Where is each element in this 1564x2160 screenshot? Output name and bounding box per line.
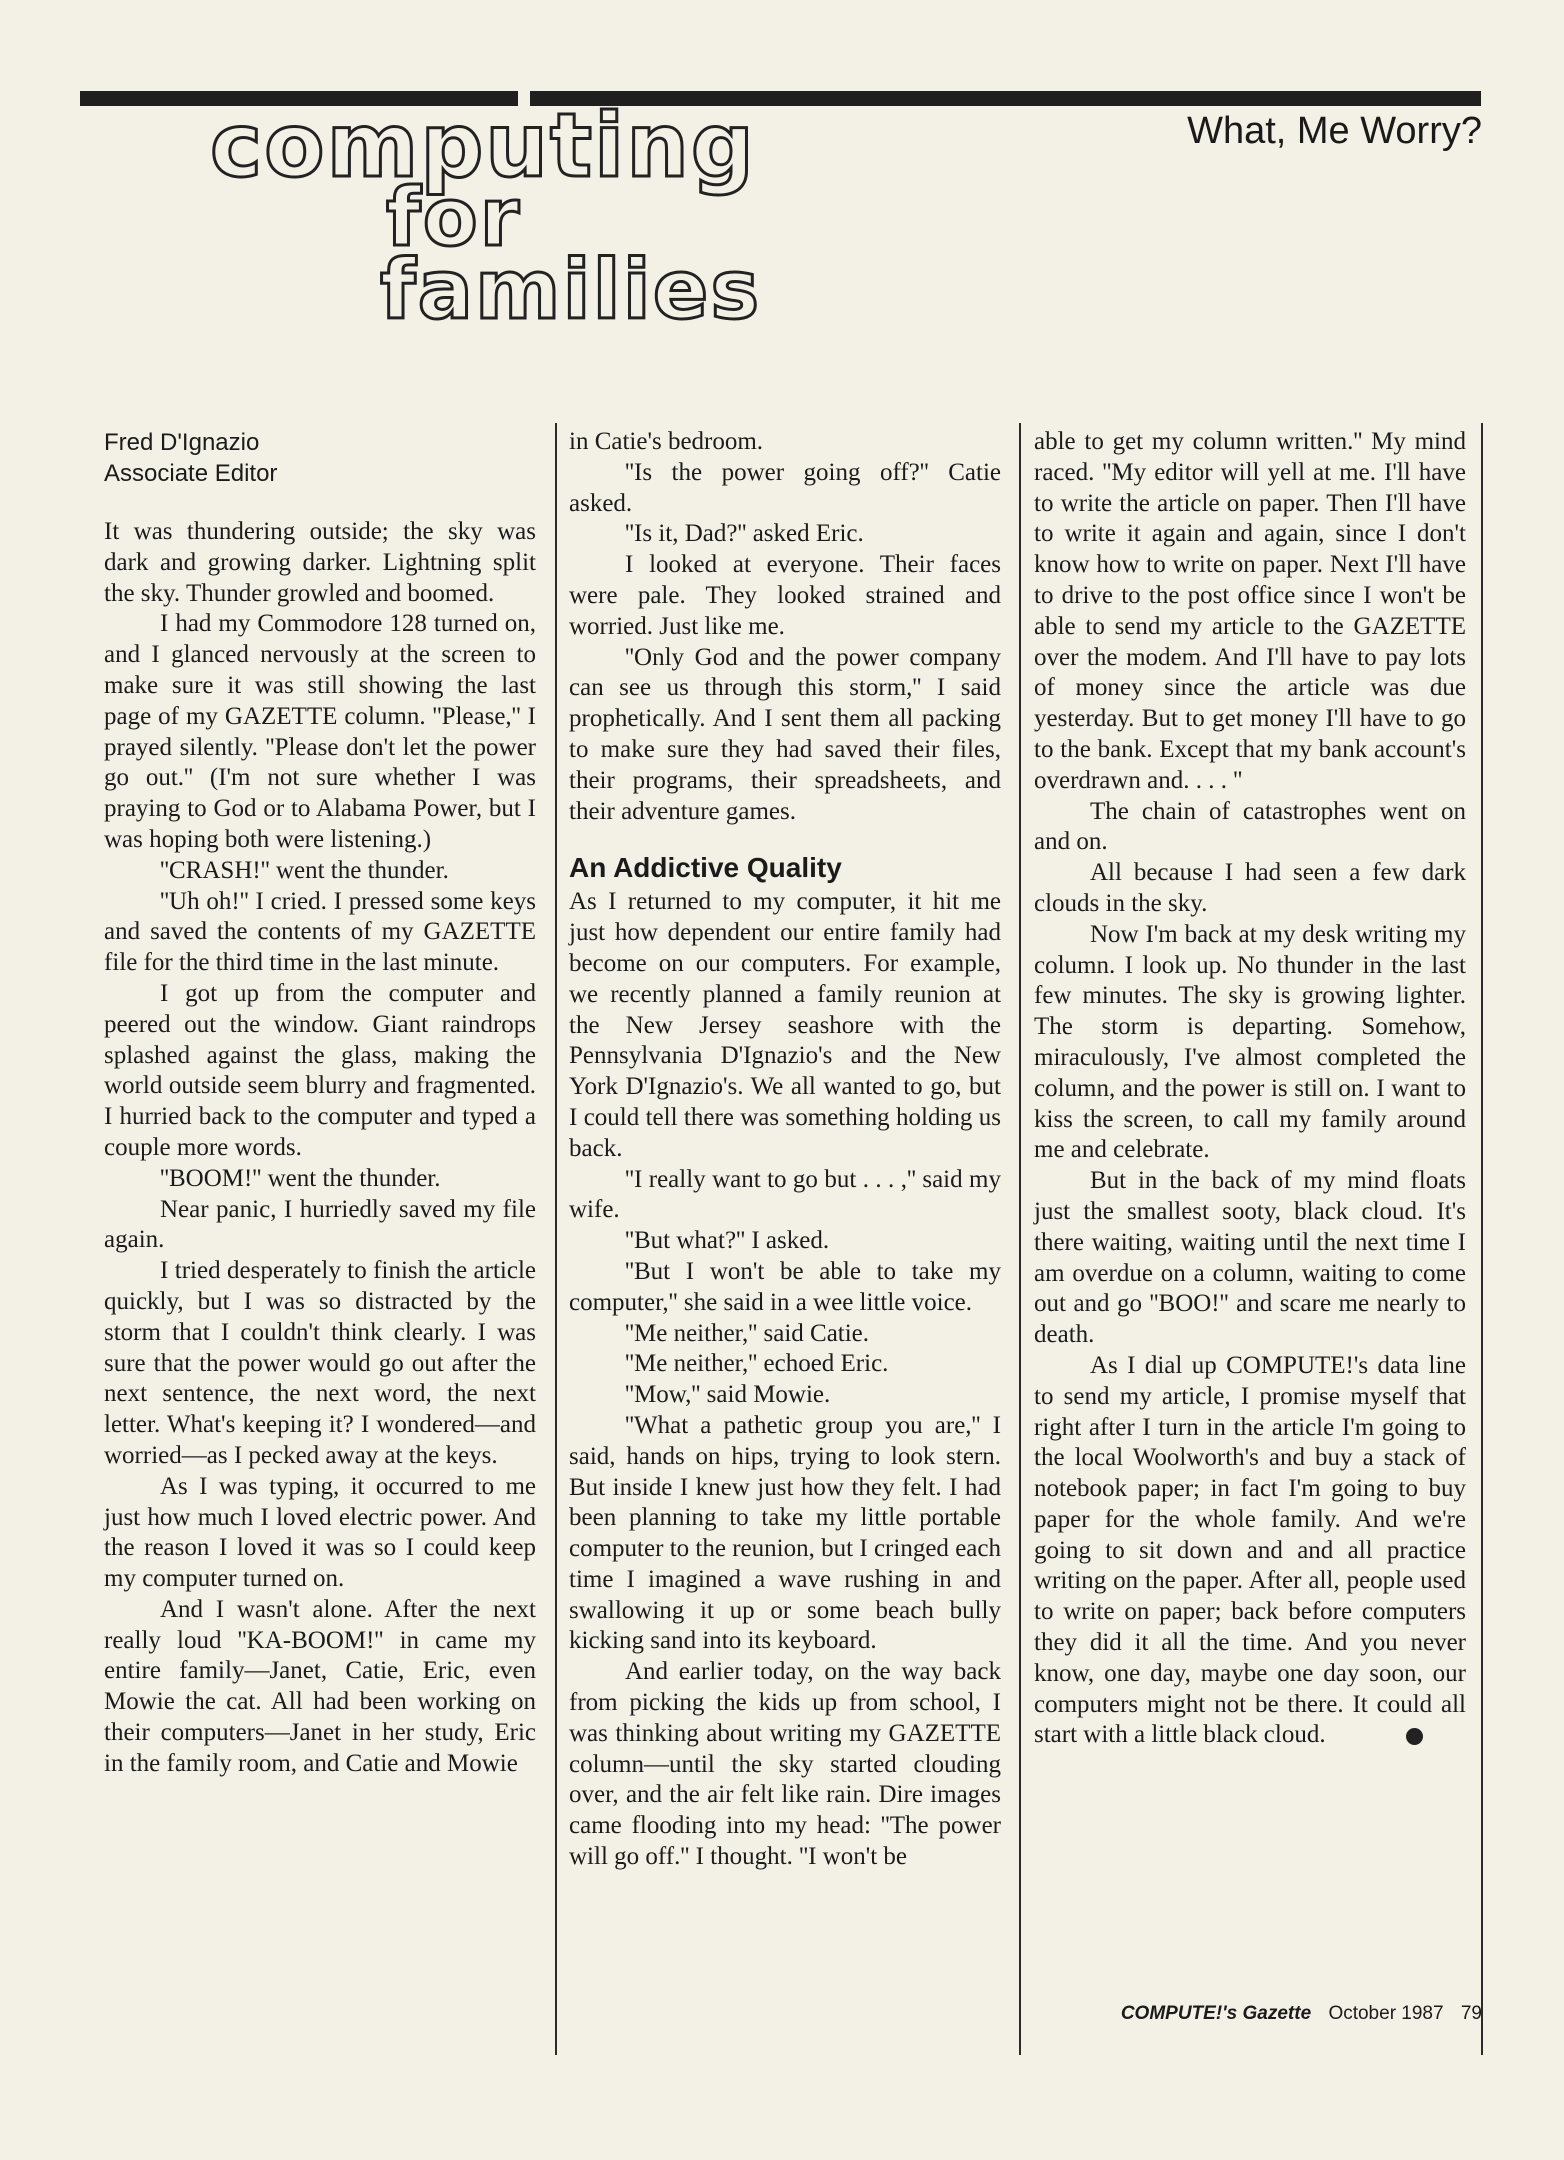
paragraph: Now I'm back at my desk writing my column. I look up. No thunder in the last few minutes. The sky is growing lighter. The storm is departing. Somehow, miraculously, I've almost completed the column, and the power is still on. I want to kiss the screen, to call my family around me and celebrate.	[1034, 920, 1466, 1164]
paragraph: As I returned to my computer, it hit me just how dependent our entire family had become on our computers. For example, we recently planned a family reunion at the New Jersey seashore with the Pennsylvania D'Ignazio's and the New York D'Ignazio's. We all wanted to go, but I could tell there was something holding us back.	[569, 888, 1001, 1162]
paragraph: And I wasn't alone. After the next really loud ''KA-BOOM!'' in came my entire family—Janet, Catie, Eric, even Mowie the cat. All had been working on their computers—Janet in her study, Eric in the family room, and Catie and Mowie	[104, 1595, 536, 1777]
article-title: What, Me Worry?	[1187, 110, 1482, 152]
logo-line-for: for	[386, 171, 522, 264]
article-column-3	[1034, 427, 1466, 1751]
paragraph: The chain of catastrophes went on and on.	[1034, 797, 1466, 856]
issue-date: October 1987	[1328, 2003, 1444, 2024]
page-footer	[1109, 2003, 1482, 2025]
paragraph	[1034, 1351, 1466, 1751]
paragraph: ''I really want to go but . . . ,'' said my wife.	[569, 1165, 1001, 1224]
paragraph-text: As I dial up COMPUTE!'s data line to send my article, I promise myself that right after I turn in the article I'm going to the local Woolworth's and buy a stack of notebook paper; in fact I'm going to buy paper for the whole family. And we're going to sit down and and all practice writing on the paper. After all, people used to write on paper; back before computers they did it all the time. And you never know, one day, maybe one day soon, our computers might not be there. It could all start with a little black cloud.	[1034, 1351, 1466, 1749]
paragraph: As I was typing, it occurred to me just how much I loved electric power. And the reason I loved it was so I could keep my computer turned on.	[104, 1472, 536, 1593]
paragraph: ''Uh oh!'' I cried. I pressed some keys and saved the contents of my GAZETTE file for the third time in the last minute.	[104, 887, 536, 977]
article-column-1	[104, 427, 536, 1780]
paragraph: ''Is the power going off?'' Catie asked.	[569, 458, 1001, 517]
paragraph: ''What a pathetic group you are,'' I said, hands on hips, trying to look stern. But inside I knew just how they felt. I had been planning to take my little portable computer to the reunion, but I cringed each time I imagined a wave rushing in and swallowing it up or some beach bully kicking sand into its keyboard.	[569, 1411, 1001, 1655]
article-column-2	[569, 427, 1001, 1873]
column-logo	[180, 94, 762, 338]
column-rule-3	[1481, 423, 1483, 2055]
page-number: 79	[1460, 2003, 1482, 2024]
column-rule-1	[555, 423, 557, 2055]
paragraph: It was thundering outside; the sky was dark and growing darker. Lightning split the sky. Thunder growled and boomed.	[104, 518, 536, 607]
paragraph: ''CRASH!'' went the thunder.	[160, 856, 449, 884]
paragraph: ''BOOM!'' went the thunder.	[160, 1164, 441, 1192]
logo-line-families: families	[380, 243, 762, 338]
paragraph: I had my Commodore 128 turned on, and I glanced nervously at the screen to make sure it was still showing the last page of my GAZETTE column. ''Please,'' I prayed silently. ''Please don't let the power go out.'' (I'm not sure whether I was praying to God or to Alabama Power, but I was hoping both were listening.)	[104, 610, 536, 853]
paragraph: ''Mow,'' said Mowie.	[625, 1381, 831, 1409]
paragraph: I got up from the computer and peered out the window. Giant raindrops splashed against the glass, making the world outside seem blurry and fragmented. I hurried back to the computer and typed a couple more words.	[104, 979, 536, 1161]
logo-line-computing: computing	[210, 94, 756, 197]
paragraph: But in the back of my mind floats just the smallest sooty, black cloud. It's there waiting, waiting until the next time I am overdue on a column, waiting to come out and go ''BOO!'' and scare me nearly to death.	[1034, 1167, 1466, 1349]
magazine-name: COMPUTE!'s Gazette	[1120, 2003, 1312, 2024]
paragraph: ''But what?'' I asked.	[625, 1227, 830, 1255]
end-of-article-icon	[1406, 1728, 1423, 1745]
paragraph: Near panic, I hurriedly saved my file again.	[104, 1195, 536, 1254]
paragraph: in Catie's bedroom.	[569, 428, 764, 455]
author-title: Associate Editor	[104, 460, 278, 487]
paragraph: I tried desperately to finish the article quickly, but I was so distracted by the storm that I couldn't think clearly. I was sure that the power would go out after the next sentence, the next word, the next letter. What's keeping it? I wondered—and worried—as I pecked away at the keys.	[104, 1257, 536, 1469]
author-name: Fred D'Ignazio	[104, 429, 260, 456]
byline	[104, 427, 536, 489]
paragraph: All because I had seen a few dark clouds in the sky.	[1034, 859, 1466, 917]
paragraph: ''But I won't be able to take my computer,'' she said in a wee little voice.	[569, 1257, 1001, 1316]
paragraph: able to get my column written.'' My mind raced. ''My editor will yell at me. I'll have to write the article on paper. Then I'll have to write it again and again, since I don't know how to write on paper. Next I'll have to drive to the post office since I won't be able to send my article to the GAZETTE over the modem. And I'll have to pay lots of money since the article was due yesterday. But to get money I'll have to go to the bank. Except that my bank account's overdrawn and. . . . ''	[1034, 428, 1466, 794]
paragraph: ''Me neither,'' said Catie.	[625, 1319, 870, 1347]
column-rule-2	[1019, 423, 1021, 2055]
paragraph: And earlier today, on the way back from picking the kids up from school, I was thinking about writing my GAZETTE column—until the sky started clouding over, and the air felt like rain. Dire images came flooding into my head: ''The power will go off.'' I thought. ''I won't be	[569, 1658, 1001, 1871]
section-heading: An Addictive Quality	[569, 852, 842, 884]
paragraph: ''Me neither,'' echoed Eric.	[625, 1350, 889, 1378]
paragraph: I looked at everyone. Their faces were pale. They looked strained and worried. Just like me.	[569, 551, 1001, 640]
paragraph: ''Is it, Dad?'' asked Eric.	[625, 520, 864, 548]
paragraph: ''Only God and the power company can see us through this storm,'' I said prophetically. And I sent them all packing to make sure they had saved their files, their programs, their spreadsheets, and their adventure games.	[569, 643, 1001, 825]
